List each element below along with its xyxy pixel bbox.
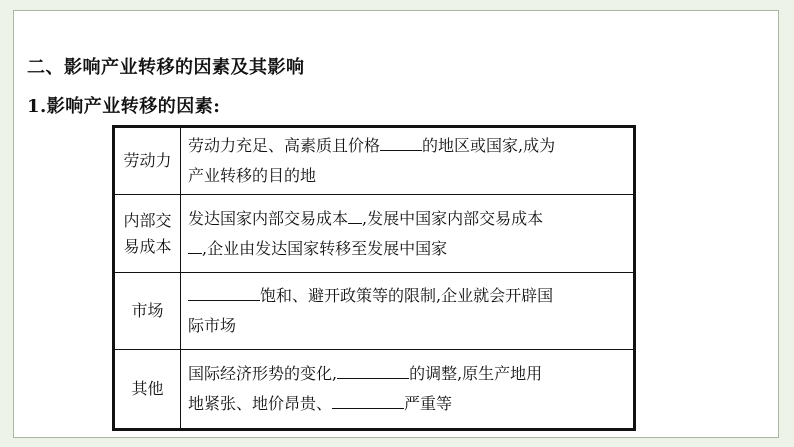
answer-blank[interactable] [332,390,404,409]
factors-table [112,125,636,431]
row-label: 市场 [115,273,181,349]
row-text: 劳动力充足、高素质且价格 [188,136,381,155]
row-text: 严重等 [404,394,453,413]
row-text: 际市场 [188,316,237,335]
row-text: ,发展中国家内部交易成本 [362,208,544,228]
row-content [188,350,625,428]
table-row-transaction-cost [115,195,633,273]
row-text: 国际经济形势的变化, [188,364,338,383]
section-subheading: 1.影响产业转移的因素: [27,96,221,117]
table-row-labor [115,128,633,195]
row-label: 内部交易成本 [115,195,181,272]
row-content [188,128,625,194]
answer-blank[interactable] [337,360,409,379]
row-text: 地紧张、地价昂贵、 [188,394,333,413]
row-content [188,273,625,349]
section-heading: 二、影响产业转移的因素及其影响 [27,57,305,78]
answer-blank[interactable] [348,205,362,224]
row-text: 饱和、避开政策等的限制,企业就会开辟国 [260,286,554,305]
row-text: 的调整,原生产地用 [409,364,543,383]
row-label: 劳动力 [115,128,181,194]
table-row-other [115,350,633,428]
row-text: 发达国家内部交易成本 [188,208,349,228]
answer-blank[interactable] [380,132,422,151]
row-content [188,195,625,272]
answer-blank[interactable] [188,282,260,301]
row-text: ,企业由发达国家转移至发展中国家 [202,238,448,258]
table-row-market [115,273,633,350]
row-text: 的地区或国家,成为 [422,136,556,155]
row-label: 其他 [115,350,181,428]
answer-blank[interactable] [188,235,202,254]
row-text: 产业转移的目的地 [188,166,317,185]
